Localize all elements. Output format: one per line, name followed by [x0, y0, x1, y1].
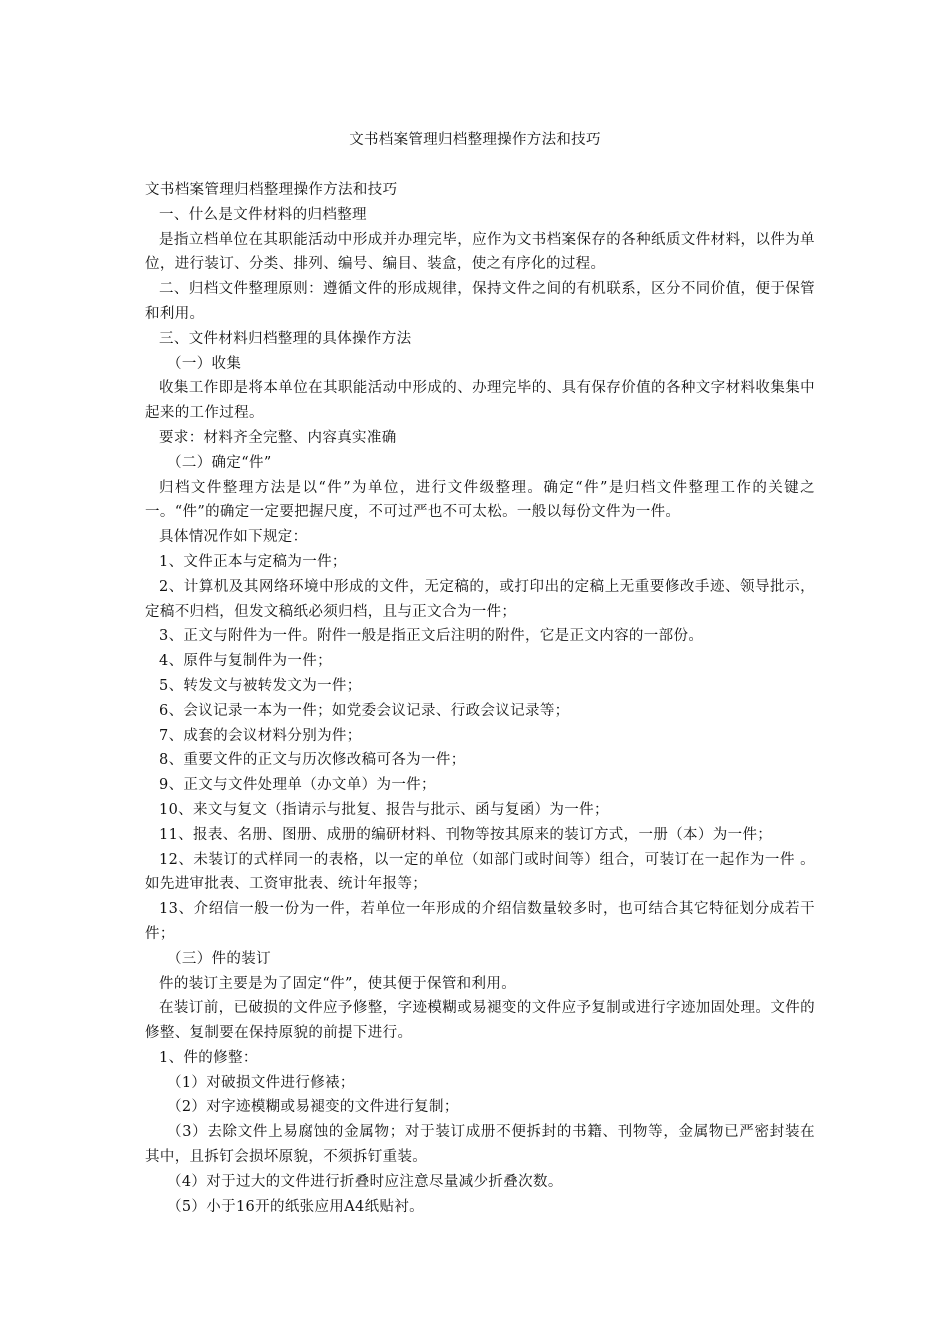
paragraph: （一）收集 — [167, 355, 242, 372]
paragraph: 13、介绍信一般一份为一件，若单位一年形成的介绍信数量较多时，也可结合其它特征划分成若干件； — [145, 901, 815, 942]
paragraph: 10、来文与复文（指请示与批复、报告与批示、函与复函）为一件； — [159, 801, 609, 818]
paragraph: 文书档案管理归档整理操作方法和技巧 — [145, 182, 398, 198]
paragraph: （二）确定“件” — [167, 454, 272, 471]
paragraph: （1）对破损文件进行修裱； — [167, 1074, 355, 1091]
paragraph: 8、重要文件的正文与历次修改稿可各为一件； — [159, 752, 466, 769]
paragraph: （2）对字迹模糊或易褪变的文件进行复制； — [167, 1099, 459, 1116]
paragraph: 11、报表、名册、图册、成册的编研材料、刊物等按其原来的装订方式，一册（本）为一件； — [159, 826, 773, 843]
document-body — [145, 178, 815, 1219]
paragraph: 1、件的修整： — [159, 1049, 258, 1066]
paragraph: （三）件的装订 — [167, 950, 271, 967]
paragraph: 要求：材料齐全完整、内容真实准确 — [159, 429, 397, 446]
paragraph: 一、什么是文件材料的归档整理 — [159, 206, 367, 223]
paragraph: （5）小于16开的纸张应用A4纸贴衬。 — [167, 1198, 425, 1215]
paragraph: 7、成套的会议材料分别为件； — [159, 727, 362, 744]
paragraph: （4）对于过大的文件进行折叠时应注意尽量减少折叠次数。 — [167, 1173, 563, 1190]
paragraph: 收集工作即是将本单位在其职能活动中形成的、办理完毕的、具有保存价值的各种文字材料收集集中起来的工作过程。 — [145, 380, 815, 422]
paragraph: 2、计算机及其网络环境中形成的文件，无定稿的，或打印出的定稿上无重要修改手迹、领导批示，定稿不归档，但发文稿纸必须归档，且与正文合为一件； — [145, 578, 815, 620]
paragraph: 具体情况作如下规定： — [159, 529, 308, 546]
paragraph: 3、正文与附件为一件。附件一般是指正文后注明的附件，它是正文内容的一部份。 — [159, 628, 704, 645]
paragraph: 三、文件材料归档整理的具体操作方法 — [159, 330, 412, 347]
paragraph: 二、归档文件整理原则：遵循文件的形成规律，保持文件之间的有机联系，区分不同价值，便于保管和利用。 — [145, 281, 815, 322]
paragraph: 5、转发文与被转发文为一件； — [159, 677, 362, 694]
paragraph: 1、文件正本与定稿为一件； — [159, 553, 347, 570]
paragraph: 件的装订主要是为了固定“件”，使其便于保管和利用。 — [159, 975, 517, 992]
document-title: 文书档案管理归档整理操作方法和技巧 — [349, 132, 601, 148]
paragraph: 12、未装订的式样同一的表格，以一定的单位（如部门或时间等）组合，可装订在一起作为一件 。如先进审批表、工资审批表、统计年报等； — [145, 851, 815, 893]
paragraph: 是指立档单位在其职能活动中形成并办理完毕，应作为文书档案保存的各种纸质文件材料，以件为单位，进行装订、分类、排列、编号、编目、装盒，使之有序化的过程。 — [145, 231, 815, 273]
paragraph: 4、原件与复制件为一件； — [159, 653, 332, 670]
paragraph: 6、会议记录一本为一件；如党委会议记录、行政会议记录等； — [159, 702, 570, 719]
paragraph: 9、正文与文件处理单（办文单）为一件； — [159, 777, 436, 794]
paragraph: 归档文件整理方法是以“件”为单位，进行文件级整理。确定“件”是归档文件整理工作的关键之一。“件”的确定一定要把握尺度，不可过严也不可太松。一般以每份文件为一件。 — [145, 479, 815, 521]
paragraph: 在装订前，已破损的文件应予修整，字迹模糊或易褪变的文件应予复制或进行字迹加固处理。文件的修整、复制要在保持原貌的前提下进行。 — [145, 1000, 815, 1042]
paragraph: （3）去除文件上易腐蚀的金属物；对于装订成册不便拆封的书籍、刊物等，金属物已严密封装在其中，且拆钉会损坏原貌，不须拆钉重装。 — [145, 1124, 815, 1166]
